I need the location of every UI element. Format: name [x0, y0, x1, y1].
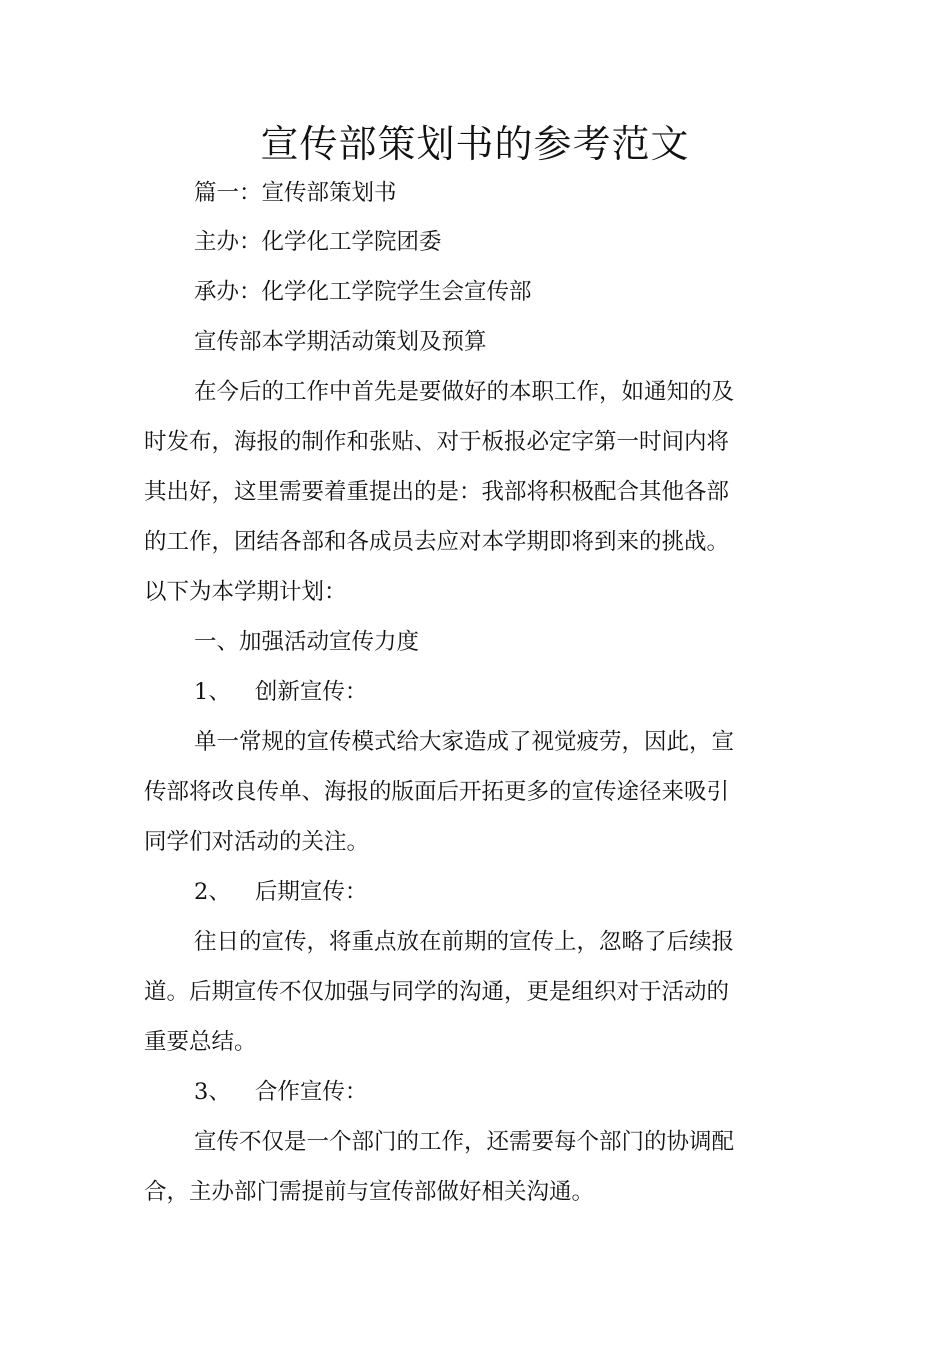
- item-title: 创新宣传：: [254, 679, 368, 705]
- item-number: 1、: [194, 679, 231, 705]
- paragraph-line: 同学们对活动的关注。: [144, 829, 370, 855]
- paragraph-line: 宣传不仅是一个部门的工作，还需要每个部门的协调配: [194, 1129, 735, 1155]
- section-heading: 宣传部本学期活动策划及预算: [194, 329, 487, 355]
- item-number: 3、: [194, 1079, 231, 1105]
- item-title: 后期宣传：: [254, 879, 368, 905]
- co-organizer-line: 承办：化学化工学院学生会宣传部: [194, 279, 532, 305]
- paragraph-line: 道。后期宣传不仅加强与同学的沟通，更是组织对于活动的: [144, 979, 730, 1005]
- organizer-line: 主办：化学化工学院团委: [194, 229, 442, 255]
- paragraph-line: 传部将改良传单、海报的版面后开拓更多的宣传途径来吸引: [144, 779, 730, 805]
- paragraph-line: 单一常规的宣传模式给大家造成了视觉疲劳，因此，宣: [194, 729, 735, 755]
- item-title: 合作宣传：: [254, 1079, 368, 1105]
- paragraph-line: 其出好，这里需要着重提出的是：我部将积极配合其他各部: [144, 479, 730, 505]
- numbered-heading: [194, 1077, 367, 1107]
- numbered-heading: [194, 877, 367, 907]
- paragraph-line: 以下为本学期计划：: [144, 579, 347, 605]
- subtitle-line: 篇一：宣传部策划书: [194, 180, 397, 206]
- numbered-heading: [194, 677, 367, 707]
- paragraph-line: 合，主办部门需提前与宣传部做好相关沟通。: [144, 1179, 595, 1205]
- paragraph-line: 在今后的工作中首先是要做好的本职工作，如通知的及: [194, 379, 735, 405]
- paragraph-line: 重要总结。: [144, 1029, 257, 1055]
- paragraph-line: 的工作，团结各部和各成员去应对本学期即将到来的挑战。: [144, 529, 730, 555]
- item-number: 2、: [194, 879, 231, 905]
- paragraph-line: 往日的宣传，将重点放在前期的宣传上，忽略了后续报: [194, 929, 735, 955]
- paragraph-line: 时发布，海报的制作和张贴、对于板报必定字第一时间内将: [144, 429, 730, 455]
- document-title: 宣传部策划书的参考范文: [260, 122, 690, 166]
- plan-heading: 一、加强活动宣传力度: [194, 629, 420, 655]
